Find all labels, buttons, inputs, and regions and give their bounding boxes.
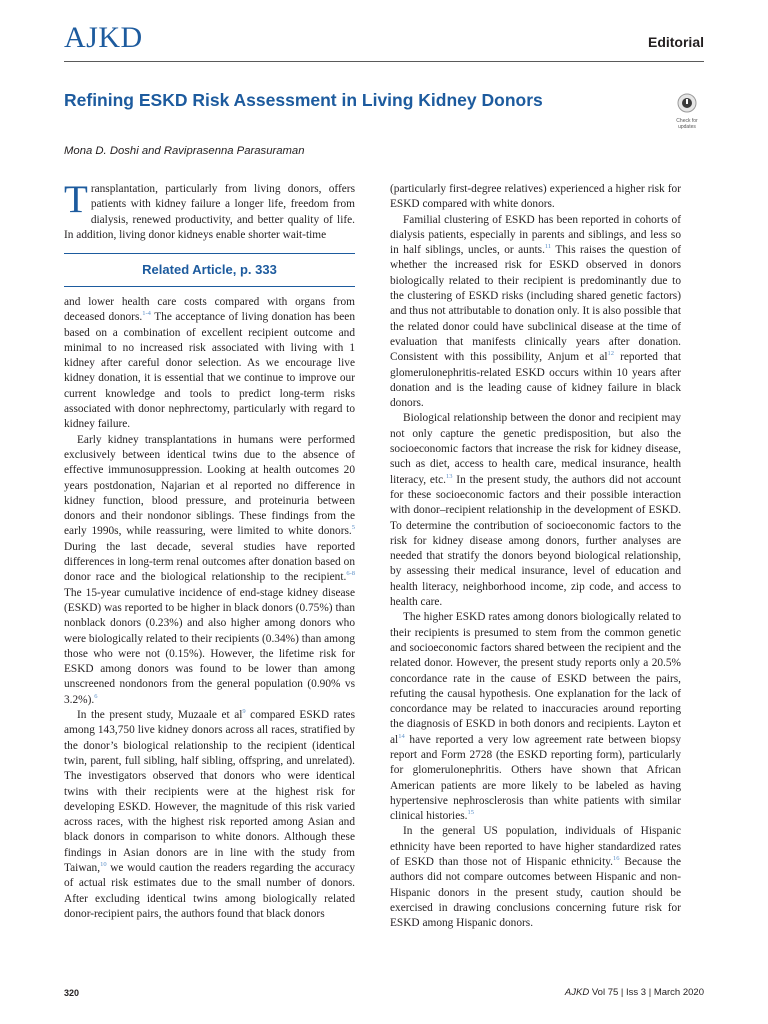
text-run: In the general US population, individuals of Hispanic ethnicity have been reported to have higher standardized rates of ESKD than those not of Hispanic ethnicity. [390,825,681,869]
text-run: In the present study, the authors did not account for these socioeconomic factors and their possible interaction with donor–recipient relationship in the development of ESKD. To determine the contribution of socioeconomic factors to the risk for kidney disease among donors, further analyses are needed that stratify the donors beyond biological relationship, by assessing their medical insurance, level of education and health literacy, neighborhood income, zip code, and access to health care. [390,473,681,609]
text-run: (particularly first-degree relatives) experienced a higher risk for ESKD compared with white donors. [390,183,681,211]
text-run: Early kidney transplantations in humans were performed exclusively between identical twins due to the absence of effective immunosuppression. Looking at health outcomes 20 years postdonation, Najarian et al reported no difference in kidney function, blood pressure, and proteinuria between donors and their nondonor siblings. These findings from the early 1990s, while reassuring, were limited to white donors. [64,433,355,538]
text-run: This raises the question of whether the increased risk for ESKD observed in donors biologically related to their recipient is predominantly due to the clustering of ESKD risks (including shared genetic factors) and thus not attributable to donation only. It is also possible that the related donor could have subclinical disease at the time of evaluation that manifests clinically years after donation. Consistent with this possibility, Anjum et al [390,244,681,364]
text-run: Familial clustering of ESKD has been reported in cohorts of dialysis patients, especially in parents and siblings, and less so in half siblings, uncles, or aunts. [390,213,681,257]
article-title: Refining ESKD Risk Assessment in Living Kidney Donors [64,90,543,110]
citation-ref[interactable]: 16 [613,855,620,863]
drop-cap: T [64,178,88,221]
text-run: The higher ESKD rates among donors biologically related to their recipients is presumed to stem from the common genetic and socioeconomic factors shared between the recipient and the related donor. However, the present study reports only a 20.5% concordance rate in the cause of ESKD between the pairs, refuting the causal hypothesis. One explanation for the lack of concordance may be related to inaccuracies around reporting the diagnosis of ESKD in both donors and recipients. Layton et al [390,611,681,746]
citation-ref[interactable]: 9 [242,708,246,716]
paragraph [64,708,355,922]
section-label: Editorial [647,34,704,50]
check-for-updates-badge[interactable] [672,93,702,130]
paragraph [64,433,355,708]
paragraph [390,411,681,610]
text-run: we would caution the readers regarding the accuracy of actual risk estimates due to the small number of donors. After excluding identical twins among biologically related donor-recipient pairs, the authors found that black donors [64,861,355,920]
citation-ref[interactable]: 6-8 [346,570,355,578]
text-run: reported that glomerulonephritis-related ESKD occurs within 10 years after donation and is the leading cause of kidney failure in black donors. [390,351,681,410]
citation-ref[interactable]: 14 [398,732,405,740]
text-run: compared ESKD rates among 143,750 live kidney donors across all races, stratified by the donor’s biological relationship to the recipient (identical twin, parent, full sibling, half sibling, offspring, and unrelated). The investigators observed that donors who were identical twins with their recipients were at the highest risk for developing ESKD. However, the magnitude of this risk varied across races, with the highest risk reported among Asian and black donors in comparison to white donors. Although these findings in Asian donors are in line with the study from Taiwan, [64,709,356,874]
paragraph [390,213,681,412]
citation-ref[interactable]: 1-4 [142,310,151,318]
text-run: and lower health care costs compared with organs from deceased donors. [64,296,355,324]
paragraph [64,295,355,433]
paragraph [390,824,681,931]
text-run: The acceptance of living donation has been based on a combination of excellent recipient outcome and minimal to no increased risk associated with living with 1 kidney after careful donor selection. As we encourage live kidney donation, it is essential that we continue to improve our current knowledge and tools to predict long-term risks associated with donor nephrectomy, particularly with regard to kidney failure. [64,311,355,431]
right-column-body [390,182,681,932]
paragraph [390,610,681,824]
intro-paragraph-block [64,178,355,243]
journal-logo: AJKD [64,21,143,54]
text-run: In the present study, Muzaale et al [77,709,243,722]
citation-ref[interactable]: 11 [544,243,552,251]
related-article-link[interactable]: Related Article, p. 333 [64,253,355,287]
check-for-updates-icon [677,93,697,113]
paragraph-text: ransplantation, particularly from living donors, offers patients with kidney failure a longer life, freedom from dialysis, renewed productivity, and better quality of life. In addition, living donor kidneys enable shorter wait-time [64,183,355,241]
left-column-body [64,295,355,922]
citation-ref[interactable]: 15 [467,809,474,817]
text-run: Biological relationship between the donor and recipient may not only capture the genetic predisposition, but also the socioeconomic factors that increase the risk for kidney disease, such as diet, access to health care, medical insurance, health literacy, etc. [390,412,681,486]
citation-ref[interactable]: 13 [445,472,453,480]
header-divider [64,61,704,62]
citation-ref[interactable]: 6 [94,692,98,700]
journal-name: AJKD [564,987,590,998]
text-run: During the last decade, several studies have reported differences in long-term renal outcomes after donation based on donor race and the biological relationship to the recipient. [64,540,355,584]
citation-ref[interactable]: 10 [100,861,107,869]
text-run: Because the authors did not compare outcomes between Hispanic and non-Hispanic donors in the present study, caution should be exercised in drawing conclusions concerning future risk for ESKD among Hispanic donors. [390,856,681,930]
citation-ref[interactable]: 12 [607,350,615,358]
citation-ref[interactable]: 5 [351,524,355,532]
authors: Mona D. Doshi and Raviprasenna Parasuraman [64,145,305,157]
issue-info: Vol 75 | Iss 3 | March 2020 [589,987,704,998]
journal-citation [565,987,704,998]
badge-label: Check for updates [676,118,698,130]
page-number: 320 [64,988,80,998]
text-run: have reported a very low agreement rate between biopsy report and Form 2728 (the ESKD reporting form), particularly for glomerulonephritis. Others have shown that African American patients are more likely to be labeled as having hypertensive nephrosclerosis than white patients with similar clinical histories. [390,733,681,823]
text-run: The 15-year cumulative incidence of end-stage kidney disease (ESKD) was reported to be higher in black donors (0.75%) than nonblack donors (0.23%) and also higher among donors who were biologically related to their recipients (0.34%) than among those who were not (0.15%). However, the lifetime risk for ESKD among donors was found to be lower than among unscreened nondonors from the general population (0.90% vs 3.2%). [64,586,355,706]
paragraph [390,182,681,213]
paragraph [64,178,355,243]
